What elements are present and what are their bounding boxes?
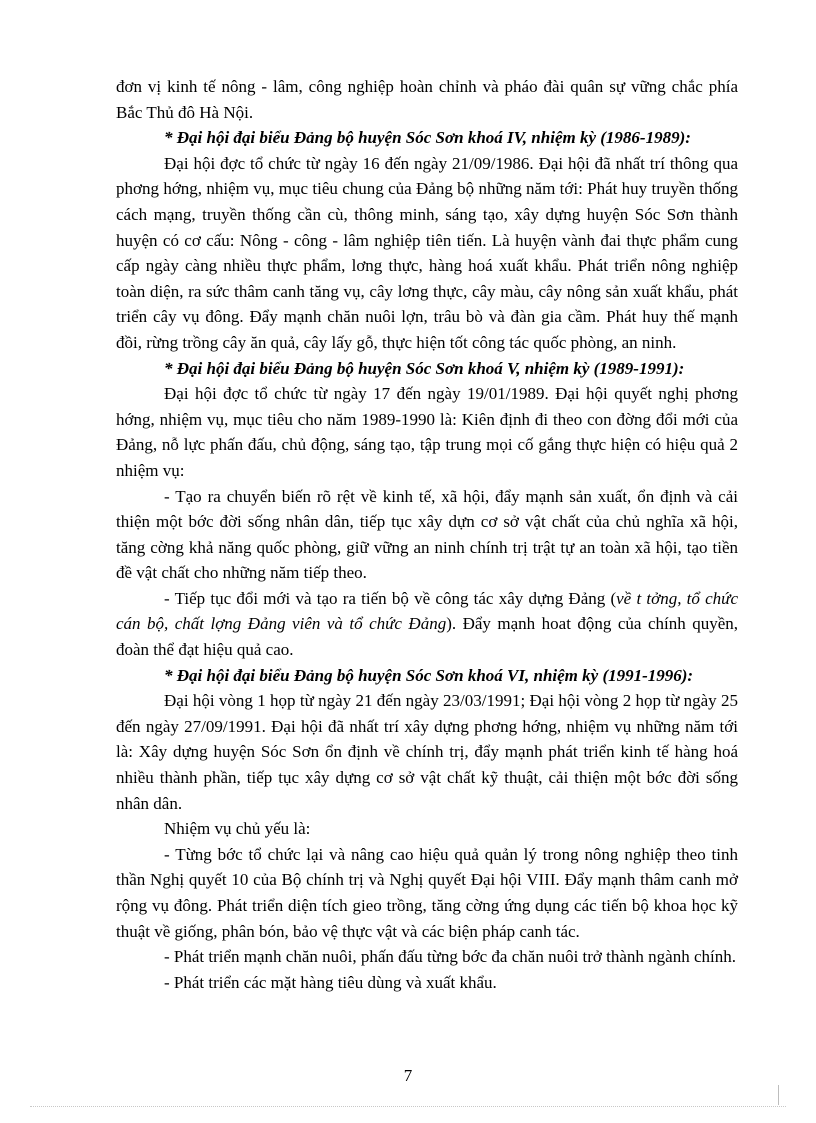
page-number: 7 [403,1066,413,1085]
paragraph-khoa-iv-body: Đại hội đợc tổ chức từ ngày 16 đến ngày 21/09/1986. Đại hội đã nhất trí thông qua phơng hớng, nhiệm vụ, mục tiêu chung của Đảng bộ những năm tới: Phát huy truyền thống cách mạng, truyền thống cần cù, thông minh, sáng tạo, xây dựng huyện Sóc Sơn thành huyện có cơ cấu: Nông - công - lâm nghiệp tiên tiến. Là huyện vành đai thực phẩm cung cấp ngày càng nhiều thực phẩm, lơng thực, hàng hoá xuất khẩu. Phát triển nông nghiệp toàn diện, ra sức thâm canh tăng vụ, cây lơng thực, cây màu, cây nông sản xuất khẩu, phát triển cây vụ đông. Đẩy mạnh chăn nuôi lợn, trâu bò và đàn gia cầm. Phát huy thế mạnh đồi, rừng trồng cây ăn quả, cây lấy gỗ, thực hiện tốt công tác quốc phòng, an ninh. [116,153,738,352]
paragraph-khoa-vi-task-3: - Phát triển các mặt hàng tiêu dùng và xuất khẩu. [164,972,497,992]
section-heading-khoa-vi: * Đại hội đại biểu Đảng bộ huyện Sóc Sơn khoá VI, nhiệm kỳ (1991-1996): [164,665,694,685]
document-page [116,74,738,995]
paragraph-khoa-v-task-1: - Tạo ra chuyển biến rõ rệt về kinh tế, xã hội, đẩy mạnh sản xuất, ổn định và cải thiện một bớc đời sống nhân dân, tiếp tục xây dựn cơ sở vật chất của chủ nghĩa xã hội, tăng cờng khả năng quốc phòng, giữ vững an ninh chính trị trật tự an toàn xã hội, tạo tiền đề vật chất cho những năm tiếp theo. [116,486,738,583]
footer-dotted-rule [30,1106,786,1107]
task-2-prefix: - Tiếp tục đổi mới và tạo ra tiến bộ về công tác xây dựng Đảng ( [164,588,617,608]
task-2-suffix: ). Đẩy mạnh hoat động của chính quyền, đoàn thể đạt hiệu quả cao. [116,614,738,660]
paragraph-khoa-v-body: Đại hội đợc tổ chức từ ngày 17 đến ngày 19/01/1989. Đại hội quyết nghị phơng hớng, nhiệm vụ, mục tiêu cho năm 1989-1990 là: Kiên định đi theo con đờng đổi mới của Đảng, nỗ lực phấn đấu, chủ động, sáng tạo, tập trung mọi cố gắng thực hiện có hiệu quả 2 nhiệm vụ: [116,384,738,480]
section-heading-khoa-v: * Đại hội đại biểu Đảng bộ huyện Sóc Sơn khoá V, nhiệm kỳ (1989-1991): [164,358,685,378]
paragraph-khoa-vi-body: Đại hội vòng 1 họp từ ngày 21 đến ngày 23/03/1991; Đại hội vòng 2 họp từ ngày 25 đến ngày 27/09/1991. Đại hội đã nhất trí xây dựng phơng hớng, nhiệm vụ những năm tới là: Xây dựng huyện Sóc Sơn ổn định về chính trị, đẩy mạnh phát triển kinh tế hàng hoá nhiều thành phần, tiếp tục xây dựng cơ sở vật chất kỹ thuật, cải thiện một bớc đời sống nhân dân. [116,691,738,813]
paragraph-khoa-v-task-2 [116,586,738,663]
task-2-italic: về t tởng, tổ chức cán bộ, chất lợng Đảng viên và tổ chức Đảng [116,588,738,634]
paragraph-intro-continuation: đơn vị kinh tế nông - lâm, công nghiệp hoàn chỉnh và pháo đài quân sự vững chắc phía Bắc Thủ đô Hà Nội. [116,77,738,122]
section-heading-khoa-iv: * Đại hội đại biểu Đảng bộ huyện Sóc Sơn khoá IV, nhiệm kỳ (1986-1989): [164,128,691,148]
page-corner-mark [778,1085,787,1105]
paragraph-main-tasks-intro: Nhiệm vụ chủ yếu là: [164,819,311,839]
paragraph-khoa-vi-task-1: - Từng bớc tổ chức lại và nâng cao hiệu quả quản lý trong nông nghiệp theo tinh thần Nghị quyết 10 của Bộ chính trị và Nghị quyết Đại hội VIII. Đẩy mạnh thâm canh mở rộng vụ đông. Phát triển diện tích gieo trồng, tăng cờng ứng dụng các tiến bộ khoa học kỹ thuật về giống, phân bón, bảo vệ thực vật và các biện pháp canh tác. [116,844,738,941]
paragraph-khoa-vi-task-2: - Phát triển mạnh chăn nuôi, phấn đấu từng bớc đa chăn nuôi trở thành ngành chính. [164,947,736,967]
